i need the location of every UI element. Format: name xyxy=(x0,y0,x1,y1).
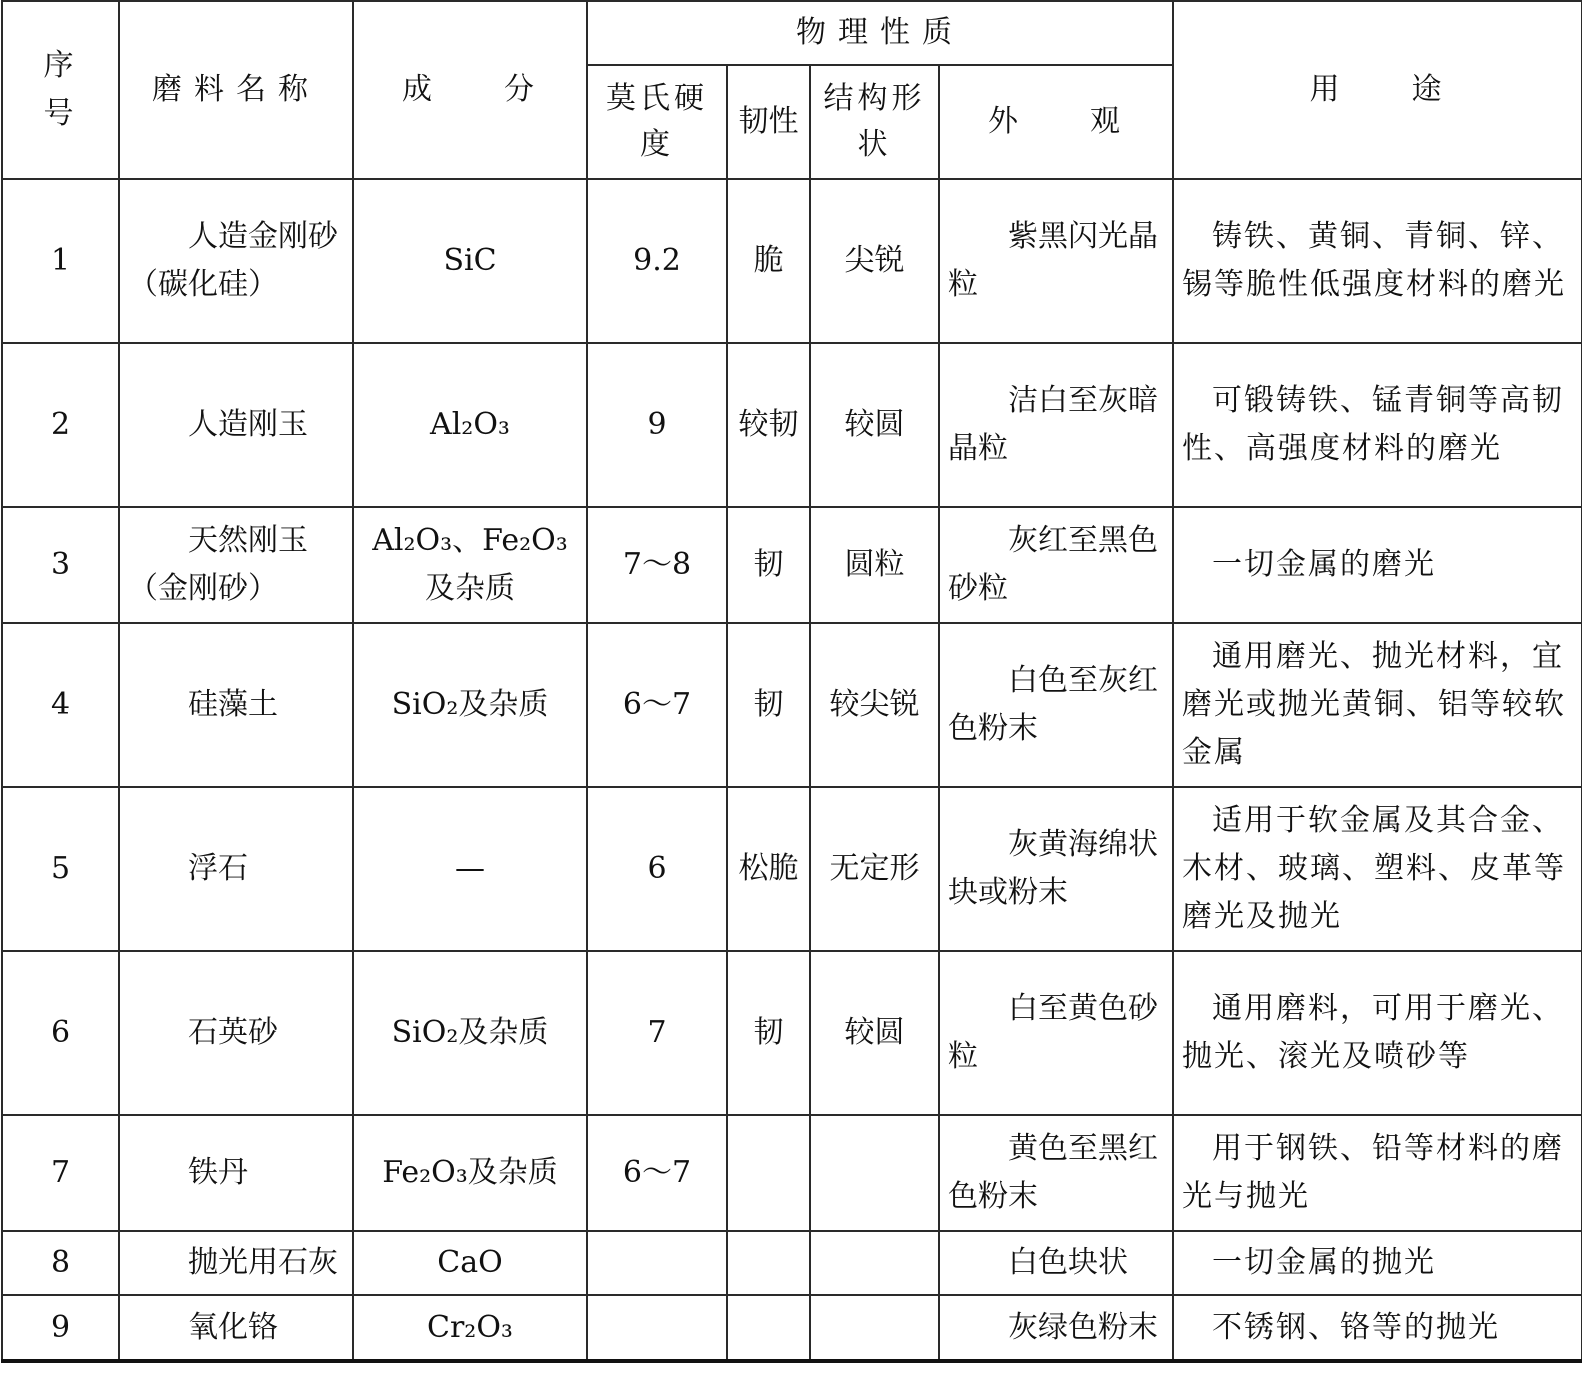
cell-usage: 一切金属的抛光 xyxy=(1173,1231,1582,1295)
cell-appearance: 白至黄色砂粒 xyxy=(939,951,1173,1115)
cell-toughness xyxy=(727,1231,810,1295)
cell-name: 天然刚玉（金刚砂） xyxy=(119,507,353,623)
table-row xyxy=(2,1115,1582,1231)
cell-hardness xyxy=(587,1231,727,1295)
cell-shape: 较圆 xyxy=(810,343,939,507)
cell-no: 1 xyxy=(2,179,119,343)
cell-shape xyxy=(810,1115,939,1231)
cell-hardness xyxy=(587,1295,727,1361)
cell-toughness: 韧 xyxy=(727,951,810,1115)
cell-name: 氧化铬 xyxy=(119,1295,353,1361)
table-row xyxy=(2,787,1582,951)
cell-composition: — xyxy=(353,787,587,951)
header-usage: 用 途 xyxy=(1173,1,1582,179)
table-row xyxy=(2,951,1582,1115)
cell-composition: Cr₂O₃ xyxy=(353,1295,587,1361)
cell-shape xyxy=(810,1231,939,1295)
cell-usage: 适用于软金属及其合金、木材、玻璃、塑料、皮革等磨光及抛光 xyxy=(1173,787,1582,951)
cell-name: 浮石 xyxy=(119,787,353,951)
cell-hardness: 6～7 xyxy=(587,623,727,787)
cell-appearance: 灰黄海绵状块或粉末 xyxy=(939,787,1173,951)
cell-toughness xyxy=(727,1295,810,1361)
cell-hardness: 6 xyxy=(587,787,727,951)
cell-toughness: 韧 xyxy=(727,623,810,787)
cell-no: 2 xyxy=(2,343,119,507)
table-row xyxy=(2,1231,1582,1295)
cell-toughness: 松脆 xyxy=(727,787,810,951)
cell-shape: 无定形 xyxy=(810,787,939,951)
cell-no: 4 xyxy=(2,623,119,787)
header-name: 磨料名称 xyxy=(119,1,353,179)
cell-appearance: 紫黑闪光晶粒 xyxy=(939,179,1173,343)
table-body xyxy=(2,179,1582,1361)
header-composition: 成 分 xyxy=(353,1,587,179)
cell-composition: SiO₂及杂质 xyxy=(353,623,587,787)
cell-composition: Al₂O₃ xyxy=(353,343,587,507)
cell-appearance: 洁白至灰暗晶粒 xyxy=(939,343,1173,507)
cell-no: 9 xyxy=(2,1295,119,1361)
cell-hardness: 7 xyxy=(587,951,727,1115)
table-row xyxy=(2,1295,1582,1361)
header-physical-properties: 物理性质 xyxy=(587,1,1173,65)
header-appearance: 外 观 xyxy=(939,65,1173,179)
cell-usage: 用于钢铁、铅等材料的磨光与抛光 xyxy=(1173,1115,1582,1231)
cell-shape: 较圆 xyxy=(810,951,939,1115)
cell-no: 6 xyxy=(2,951,119,1115)
cell-usage: 通用磨光、抛光材料，宜磨光或抛光黄铜、铝等较软金属 xyxy=(1173,623,1582,787)
cell-no: 3 xyxy=(2,507,119,623)
cell-name: 抛光用石灰 xyxy=(119,1231,353,1295)
cell-hardness: 9 xyxy=(587,343,727,507)
cell-hardness: 7～8 xyxy=(587,507,727,623)
cell-hardness: 9.2 xyxy=(587,179,727,343)
cell-toughness: 较韧 xyxy=(727,343,810,507)
cell-appearance: 白色至灰红色粉末 xyxy=(939,623,1173,787)
cell-composition: SiC xyxy=(353,179,587,343)
cell-shape: 圆粒 xyxy=(810,507,939,623)
cell-usage: 可锻铸铁、锰青铜等高韧性、高强度材料的磨光 xyxy=(1173,343,1582,507)
cell-usage: 铸铁、黄铜、青铜、锌、锡等脆性低强度材料的磨光 xyxy=(1173,179,1582,343)
cell-toughness xyxy=(727,1115,810,1231)
cell-appearance: 黄色至黑红色粉末 xyxy=(939,1115,1173,1231)
cell-name: 石英砂 xyxy=(119,951,353,1115)
cell-composition: Fe₂O₃及杂质 xyxy=(353,1115,587,1231)
cell-no: 5 xyxy=(2,787,119,951)
cell-hardness: 6～7 xyxy=(587,1115,727,1231)
cell-composition: Al₂O₃、Fe₂O₃及杂质 xyxy=(353,507,587,623)
cell-appearance: 灰绿色粉末 xyxy=(939,1295,1173,1361)
cell-shape xyxy=(810,1295,939,1361)
cell-name: 人造金刚砂（碳化硅） xyxy=(119,179,353,343)
cell-toughness: 脆 xyxy=(727,179,810,343)
cell-appearance: 灰红至黑色砂粒 xyxy=(939,507,1173,623)
table-row xyxy=(2,507,1582,623)
cell-no: 7 xyxy=(2,1115,119,1231)
cell-name: 硅藻土 xyxy=(119,623,353,787)
cell-shape: 较尖锐 xyxy=(810,623,939,787)
cell-name: 人造刚玉 xyxy=(119,343,353,507)
cell-usage: 不锈钢、铬等的抛光 xyxy=(1173,1295,1582,1361)
cell-usage: 一切金属的磨光 xyxy=(1173,507,1582,623)
cell-shape: 尖锐 xyxy=(810,179,939,343)
table-row xyxy=(2,343,1582,507)
cell-toughness: 韧 xyxy=(727,507,810,623)
header-hardness: 莫氏硬度 xyxy=(587,65,727,179)
cell-name: 铁丹 xyxy=(119,1115,353,1231)
cell-usage: 通用磨料，可用于磨光、抛光、滚光及喷砂等 xyxy=(1173,951,1582,1115)
cell-composition: SiO₂及杂质 xyxy=(353,951,587,1115)
header-shape: 结构形状 xyxy=(810,65,939,179)
header-no: 序 号 xyxy=(2,1,119,179)
cell-composition: CaO xyxy=(353,1231,587,1295)
cell-appearance: 白色块状 xyxy=(939,1231,1173,1295)
abrasive-materials-table xyxy=(1,0,1582,1363)
header-toughness: 韧性 xyxy=(727,65,810,179)
table-row xyxy=(2,623,1582,787)
table-row xyxy=(2,179,1582,343)
cell-no: 8 xyxy=(2,1231,119,1295)
